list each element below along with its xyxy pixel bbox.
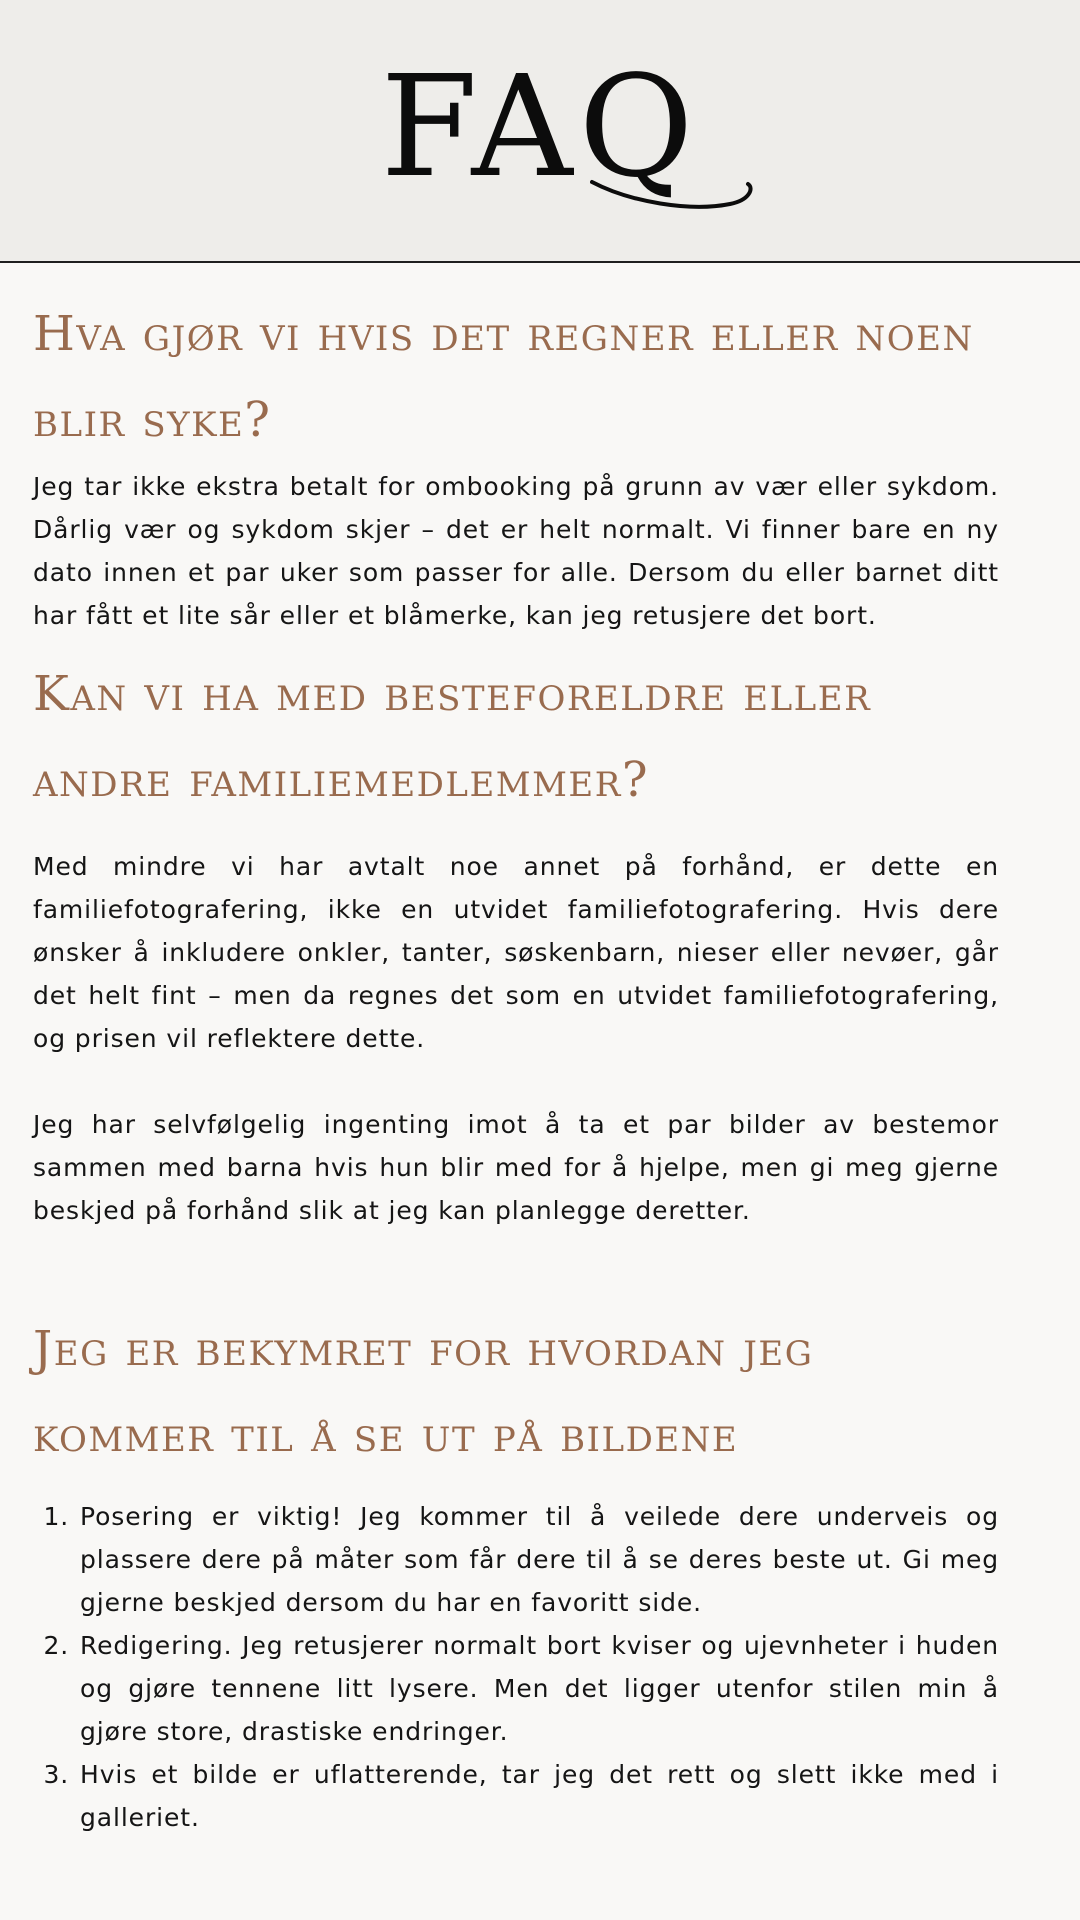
faq-question: Hva gjør vi hvis det regner eller noen blir syke? (33, 306, 974, 448)
list-item: 1. Posering er viktig! Jeg kommer til å veilede dere underveis og plassere dere på måter som får dere til å se deres beste ut. Gi meg gjerne beskjed dersom du har en favoritt side. (78, 1495, 999, 1624)
faq-item-appearance (33, 1306, 999, 1839)
faq-answer: Jeg har selvfølgelig ingenting imot å ta et par bilder av bestemor sammen med barna hvis hun blir med for å hjelpe, men gi meg gjerne beskjed på forhånd slik at jeg kan planlegge deretter. (33, 1110, 999, 1225)
faq-answer: Med mindre vi har avtalt noe annet på forhånd, er dette en familiefotografering, ikke en utvidet familiefotografering. Hvis dere ønsker å inkludere onkler, tanter, søskenbarn, nieser eller nevøer, går det helt fint – men da regnes det som en utvidet familiefotografering, og prisen vil reflektere dette. (33, 852, 999, 1053)
page-header (0, 0, 1080, 263)
page-title: FAQ (380, 46, 700, 209)
faq-question: Jeg er bekymret for hvordan jeg kommer til å se ut på bildene (33, 1321, 814, 1463)
title-swash-decoration (590, 168, 760, 216)
list-item: 3. Hvis et bilde er uflatterende, tar jeg det rett og slett ikke med i galleriet. (78, 1753, 999, 1839)
faq-content (0, 263, 1080, 1839)
faq-answer: Jeg tar ikke ekstra betalt for ombooking på grunn av vær eller sykdom. Dårlig vær og sykdom skjer – det er helt normalt. Vi finner bare en ny dato innen et par uker som passer for alle. Dersom du eller barnet ditt har fått et lite sår eller et blåmerke, kan jeg retusjere det bort. (33, 472, 999, 630)
faq-item-grandparents (33, 651, 999, 1232)
faq-item-weather (33, 291, 999, 637)
list-item: 2. Redigering. Jeg retusjerer normalt bort kviser og ujevnheter i huden og gjøre tennene litt lysere. Men det ligger utenfor stilen min å gjøre store, drastiske endringer. (78, 1624, 999, 1753)
faq-question: Kan vi ha med besteforeldre eller andre familiemedlemmer? (33, 666, 872, 808)
faq-answer-list (33, 1495, 999, 1839)
